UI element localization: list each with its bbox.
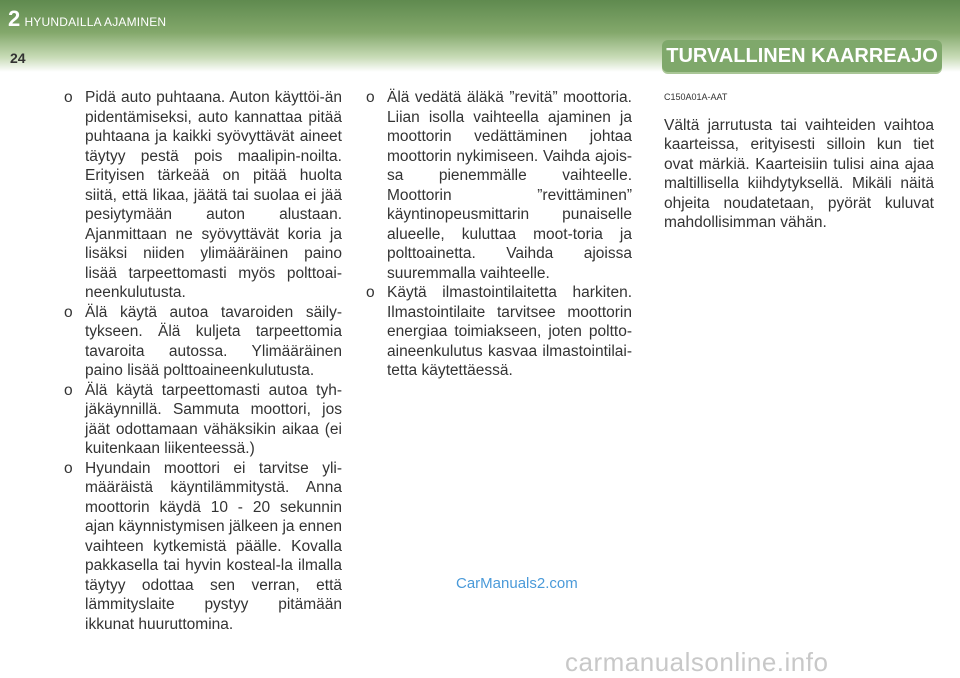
page-number: 24	[10, 50, 26, 66]
section-title-text: TURVALLINEN KAARREAJO	[666, 44, 938, 67]
bullet-marker: o	[64, 459, 73, 477]
list-item	[64, 303, 342, 381]
list-item	[64, 88, 342, 303]
list-item-text: Hyundain moottori ei tarvitse yli-määräistä käyntilämmitystä. Anna moottorin käydä 10 - 20 sekunnin ajan käynnistymisen jälkeen ja ennen vaihteen kytkemistä päälle. Kovalla pakkasella tai hyvin kosteal-la ilmalla täytyy odottaa sen verran, että lämmityslaite pystyy pitämään ikkunat huuruttomina.	[85, 459, 342, 633]
list-item	[64, 381, 342, 459]
list-item	[64, 459, 342, 635]
chapter-number: 2	[8, 6, 21, 31]
list-item-text: Älä käytä autoa tavaroiden säily-tykseen. Älä kuljeta tarpeettomia tavaroita autossa. Ylimääräinen paino lisää polttoaineenkulutusta.	[85, 303, 342, 379]
column-1	[64, 88, 342, 634]
chapter-label	[8, 6, 166, 32]
list-item-text: Pidä auto puhtaana. Auton käyttöi-än pidentämiseksi, auto kannattaa pitää puhtaana ja kaikki syövyttävät aineet täytyy pestä pois maalipin-noilta. Erityisen tärkeää on pitää huolta siitä, että likaa, jäätä tai suolaa ei jää pesiytymään auton alustaan. Ajanmittaan ne syövyttävät koria ja lisäksi niiden ylimääräinen paino lisää tarpeettomasti myös polttoai-neenkulutusta.	[85, 89, 342, 301]
list-item-text: Käytä ilmastointilaitetta harkiten. Ilmastointilaite tarvitsee moottorin energiaa toimiakseen, joten poltto-aineenkulutus kasvaa ilmastointilai-tetta käytettäessä.	[387, 284, 632, 379]
bullet-marker: o	[64, 381, 73, 399]
chapter-title: HYUNDAILLA AJAMINEN	[24, 15, 167, 29]
column-3	[664, 88, 934, 233]
list-item-text: Älä vedätä äläkä ”revitä” moottoria. Liian isolla vaihteella ajaminen ja moottorin vedättäminen johtaa moottorin nykimiseen. Vaihda ajois-sa pienemmälle vaihteelle. Moottorin ”revittäminen” käyntinopeusmittarin punaiselle alueelle, kuluttaa moot-toria ja polttoainetta. Vaihda ajoissa suuremmalla vaihteelle.	[387, 89, 632, 282]
bullet-marker: o	[366, 89, 375, 106]
bullet-marker: o	[366, 284, 375, 301]
reference-code: C150A01A-AAT	[664, 92, 728, 102]
section-body-text: Vältä jarrutusta tai vaihteiden vaihtoa kaarteissa, erityisesti silloin kun tiet ovat märkiä. Kaarteisiin tulisi aina ajaa maltillisella kiihdytyksellä. Mikäli näitä ohjeita noudatetaan, pyörät kuluvat mahdollisimman vähän.	[664, 116, 934, 231]
column-2	[366, 88, 632, 381]
list-item-text: Älä käytä tarpeettomasti autoa tyh-jäkäynnillä. Sammuta moottori, jos jäät odottamaan vähäksikin aikaa (ei kuitenkaan liikenteessä.)	[85, 381, 342, 457]
bullet-marker: o	[64, 89, 73, 106]
watermark-link[interactable]: CarManuals2.com	[456, 575, 578, 592]
section-title	[662, 40, 942, 72]
list-item	[366, 283, 632, 381]
watermark-bottom: carmanualsonline.info	[565, 647, 829, 677]
bullet-marker: o	[64, 303, 73, 321]
list-item	[366, 88, 632, 283]
